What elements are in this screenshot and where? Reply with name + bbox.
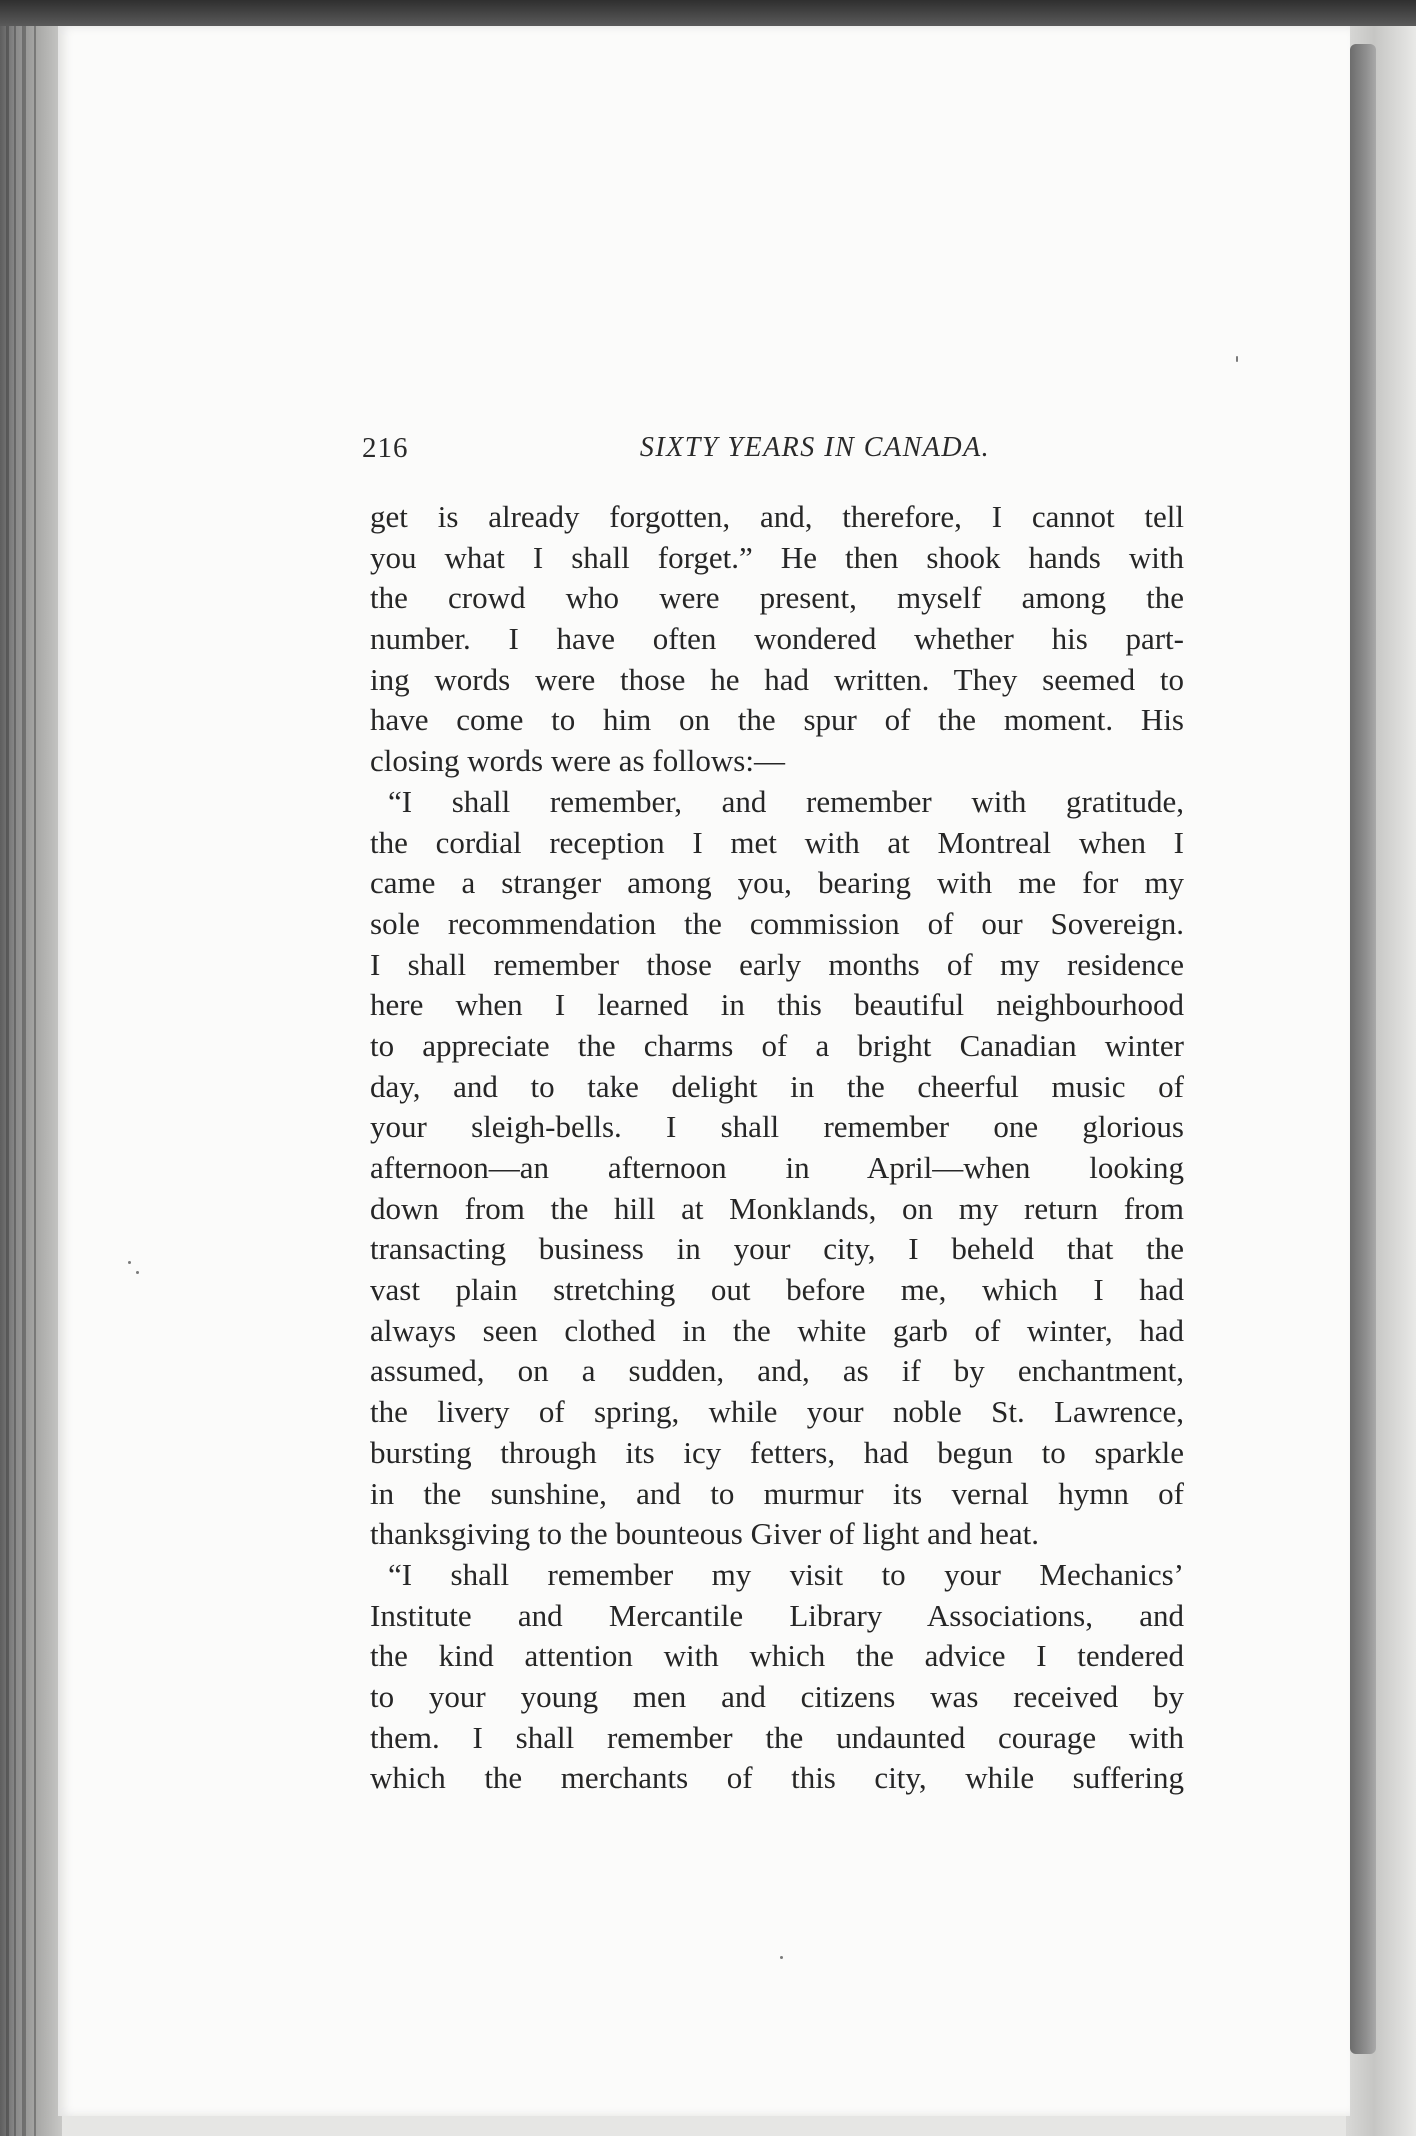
text-line: the cordial reception I met with at Montreal when I [370,824,1184,860]
scanner-top-edge [0,0,1416,26]
text-line: number. I have often wondered whether his part- [370,621,1184,657]
text-line: day, and to take delight in the cheerful music of [370,1068,1184,1104]
text-line: thanksgiving to the bounteous Giver of light and heat. [370,1516,1039,1552]
text-line: to your young men and citizens was received by [370,1678,1184,1714]
page-number: 216 [362,432,409,464]
text-line: get is already forgotten, and, therefore, I cannot tell [370,499,1184,534]
paper-speck [1236,356,1238,362]
text-line: the kind attention with which the advice I tendered [370,1638,1184,1674]
text-line: to appreciate the charms of a bright Canadian winter [370,1027,1184,1063]
text-line: vast plain stretching out before me, which I had [370,1272,1184,1308]
text-line: down from the hill at Monklands, on my return from [370,1190,1184,1226]
text-line: your sleigh-bells. I shall remember one glorious [370,1109,1184,1145]
text-line: “I shall remember my visit to your Mechanics’ [388,1556,1184,1592]
paper-speck [128,1261,131,1264]
text-line: the livery of spring, while your noble St. Lawrence, [370,1394,1184,1430]
text-line: afternoon—an afternoon in April—when looking [370,1150,1184,1185]
text-line: I shall remember those early months of my residence [370,946,1184,982]
text-line: assumed, on a sudden, and, as if by enchantment, [370,1353,1184,1389]
text-line: “I shall remember, and remember with gratitude, [388,783,1184,819]
text-line: ing words were those he had written. They seemed to [370,661,1184,697]
text-line: you what I shall forget.” He then shook hands with [370,539,1184,575]
text-line: bursting through its icy fetters, had begun to sparkle [370,1434,1184,1470]
text-line: Institute and Mercantile Library Associations, and [370,1597,1184,1633]
text-line: transacting business in your city, I beheld that the [370,1231,1184,1267]
text-line: the crowd who were present, myself among the [370,580,1184,616]
text-line: in the sunshine, and to murmur its vernal hymn of [370,1475,1184,1511]
text-line: always seen clothed in the white garb of winter, had [370,1312,1184,1348]
facing-page-shadow [1350,44,1376,2054]
text-line: came a stranger among you, bearing with me for my [370,865,1184,901]
text-line: which the merchants of this city, while suffering [370,1760,1184,1796]
text-line: them. I shall remember the undaunted courage with [370,1719,1184,1755]
running-title: SIXTY YEARS IN CANADA. [639,432,991,463]
text-line: sole recommendation the commission of our Sovereign. [370,905,1184,941]
text-line: closing words were as follows:— [370,743,785,779]
text-line: here when I learned in this beautiful neighbourhood [370,987,1184,1023]
running-header [362,432,1188,472]
body-text [370,497,1184,1799]
paper-speck [780,1956,783,1959]
text-line: have come to him on the spur of the moment. His [370,702,1184,738]
book-binding-edge [0,26,62,2136]
paper-speck [136,1271,139,1274]
